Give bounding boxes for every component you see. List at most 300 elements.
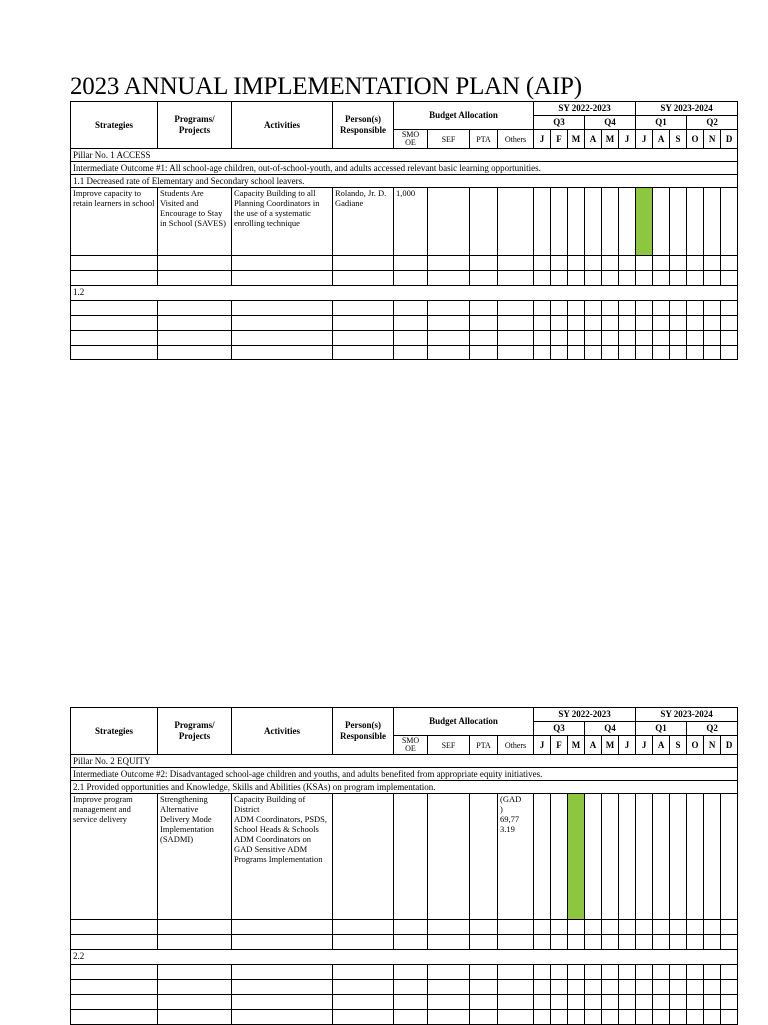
person-cell: [333, 794, 394, 920]
empty-cell: [470, 935, 498, 950]
empty-cell: [470, 331, 498, 346]
empty-cell: [721, 256, 738, 271]
empty-cell: [602, 935, 619, 950]
header-quarter: Q2: [687, 722, 738, 736]
header-quarter: Q3: [534, 722, 585, 736]
month-cell: [619, 794, 636, 920]
empty-cell: [71, 935, 158, 950]
blank-row: [71, 346, 738, 360]
empty-cell: [619, 346, 636, 360]
blank-row: [71, 1010, 738, 1025]
header-month: A: [585, 130, 602, 149]
empty-cell: [568, 965, 585, 980]
month-cell: [551, 188, 568, 256]
empty-cell: [687, 271, 704, 286]
empty-cell: [551, 935, 568, 950]
blank-row: [71, 301, 738, 316]
empty-cell: [232, 995, 333, 1010]
header-sy-2023-2024: SY 2023-2024: [636, 708, 738, 722]
empty-cell: [428, 980, 470, 995]
empty-cell: [670, 271, 687, 286]
month-cell: [551, 794, 568, 920]
sef-cell: [428, 188, 470, 256]
empty-cell: [619, 935, 636, 950]
empty-cell: [158, 1010, 232, 1025]
empty-cell: [653, 256, 670, 271]
empty-cell: [428, 346, 470, 360]
empty-cell: [585, 980, 602, 995]
header-month: S: [670, 130, 687, 149]
empty-cell: [158, 301, 232, 316]
month-cell-scheduled: [568, 794, 585, 920]
header-month: D: [721, 130, 738, 149]
header-month: J: [636, 736, 653, 755]
empty-cell: [619, 271, 636, 286]
empty-cell: [670, 346, 687, 360]
empty-cell: [71, 1010, 158, 1025]
empty-cell: [551, 331, 568, 346]
empty-cell: [158, 256, 232, 271]
empty-cell: [534, 935, 551, 950]
header-quarter: Q3: [534, 116, 585, 130]
empty-cell: [71, 980, 158, 995]
empty-cell: [551, 316, 568, 331]
header-month: A: [653, 736, 670, 755]
empty-cell: [428, 995, 470, 1010]
header-month: N: [704, 736, 721, 755]
sef-cell: [428, 794, 470, 920]
header-month: O: [687, 736, 704, 755]
empty-cell: [653, 301, 670, 316]
empty-cell: [585, 271, 602, 286]
empty-cell: [71, 331, 158, 346]
empty-cell: [687, 301, 704, 316]
objective-row: 1.2: [71, 286, 738, 301]
empty-cell: [498, 935, 534, 950]
header-month: J: [636, 130, 653, 149]
header-programs: Programs/ Projects: [158, 708, 232, 755]
empty-cell: [394, 980, 428, 995]
header-month: O: [687, 130, 704, 149]
empty-cell: [158, 980, 232, 995]
empty-cell: [568, 316, 585, 331]
empty-cell: [585, 935, 602, 950]
month-cell-scheduled: [636, 188, 653, 256]
empty-cell: [636, 256, 653, 271]
empty-cell: [470, 256, 498, 271]
blank-row: [71, 965, 738, 980]
empty-cell: [394, 935, 428, 950]
header-budget-sef: SEF: [428, 130, 470, 149]
header-month: M: [602, 130, 619, 149]
empty-cell: [71, 346, 158, 360]
empty-cell: [619, 316, 636, 331]
empty-cell: [602, 965, 619, 980]
empty-cell: [470, 980, 498, 995]
pta-cell: [470, 794, 498, 920]
empty-cell: [704, 995, 721, 1010]
blank-row: [71, 256, 738, 271]
activity-cell: Capacity Building to all Planning Coordinators in the use of a systematic enrolling technique: [232, 188, 333, 256]
empty-cell: [721, 980, 738, 995]
empty-cell: [498, 346, 534, 360]
empty-cell: [534, 316, 551, 331]
month-cell: [619, 188, 636, 256]
header-sy-2022-2023: SY 2022-2023: [534, 708, 636, 722]
empty-cell: [704, 331, 721, 346]
empty-cell: [568, 331, 585, 346]
blank-row: [71, 920, 738, 935]
empty-cell: [602, 316, 619, 331]
empty-cell: [428, 301, 470, 316]
empty-cell: [534, 965, 551, 980]
empty-cell: [551, 256, 568, 271]
program-cell: Students Are Visited and Encourage to Stay in School (SAVES): [158, 188, 232, 256]
header-sy-2023-2024: SY 2023-2024: [636, 102, 738, 116]
empty-cell: [428, 256, 470, 271]
empty-cell: [619, 965, 636, 980]
empty-cell: [636, 301, 653, 316]
empty-cell: [551, 301, 568, 316]
empty-cell: [498, 316, 534, 331]
empty-cell: [687, 980, 704, 995]
empty-cell: [551, 920, 568, 935]
empty-cell: [534, 995, 551, 1010]
empty-cell: [687, 331, 704, 346]
empty-cell: [653, 920, 670, 935]
header-month: M: [602, 736, 619, 755]
empty-cell: [721, 965, 738, 980]
empty-cell: [568, 346, 585, 360]
month-cell: [704, 794, 721, 920]
blank-row: [71, 331, 738, 346]
header-month: J: [534, 736, 551, 755]
header-persons: Person(s) Responsible: [333, 708, 394, 755]
empty-cell: [534, 301, 551, 316]
empty-cell: [158, 935, 232, 950]
empty-cell: [687, 1010, 704, 1025]
empty-cell: [602, 346, 619, 360]
empty-cell: [602, 1010, 619, 1025]
others-cell: [498, 188, 534, 256]
empty-cell: [721, 346, 738, 360]
header-month: F: [551, 130, 568, 149]
empty-cell: [619, 331, 636, 346]
header-budget-smooe: SMO OE: [394, 736, 428, 755]
empty-cell: [551, 965, 568, 980]
empty-cell: [585, 256, 602, 271]
empty-cell: [498, 920, 534, 935]
empty-cell: [428, 316, 470, 331]
month-cell: [721, 188, 738, 256]
empty-cell: [551, 346, 568, 360]
month-cell: [653, 794, 670, 920]
empty-cell: [670, 995, 687, 1010]
empty-cell: [534, 1010, 551, 1025]
empty-cell: [470, 271, 498, 286]
empty-cell: [653, 331, 670, 346]
month-cell: [687, 188, 704, 256]
empty-cell: [568, 935, 585, 950]
header-budget-sef: SEF: [428, 736, 470, 755]
empty-cell: [534, 331, 551, 346]
empty-cell: [619, 301, 636, 316]
empty-cell: [568, 256, 585, 271]
header-month: M: [568, 736, 585, 755]
empty-cell: [232, 316, 333, 331]
empty-cell: [670, 301, 687, 316]
empty-cell: [585, 316, 602, 331]
empty-cell: [394, 331, 428, 346]
empty-cell: [470, 301, 498, 316]
header-programs: Programs/ Projects: [158, 102, 232, 149]
header-budget-pta: PTA: [470, 130, 498, 149]
month-cell: [704, 188, 721, 256]
empty-cell: [619, 995, 636, 1010]
month-cell: [568, 188, 585, 256]
empty-cell: [653, 980, 670, 995]
header-month: M: [568, 130, 585, 149]
empty-cell: [670, 965, 687, 980]
header-budget: Budget Allocation: [394, 708, 534, 736]
blank-row: [71, 995, 738, 1010]
empty-cell: [428, 920, 470, 935]
empty-cell: [704, 301, 721, 316]
empty-cell: [721, 1010, 738, 1025]
person-cell: Rolando, Jr. D. Gadiane: [333, 188, 394, 256]
empty-cell: [619, 980, 636, 995]
empty-cell: [158, 346, 232, 360]
header-month: J: [534, 130, 551, 149]
empty-cell: [333, 980, 394, 995]
empty-cell: [232, 331, 333, 346]
empty-cell: [428, 935, 470, 950]
month-cell: [636, 794, 653, 920]
empty-cell: [534, 980, 551, 995]
empty-cell: [71, 256, 158, 271]
empty-cell: [534, 920, 551, 935]
empty-cell: [721, 935, 738, 950]
empty-cell: [551, 995, 568, 1010]
empty-cell: [619, 920, 636, 935]
empty-cell: [653, 271, 670, 286]
empty-cell: [670, 980, 687, 995]
objective-row: 2.1 Provided opportunities and Knowledge, Skills and Abilities (KSAs) on program implementation.: [71, 781, 738, 794]
empty-cell: [498, 271, 534, 286]
empty-cell: [585, 920, 602, 935]
empty-cell: [394, 301, 428, 316]
empty-cell: [333, 346, 394, 360]
header-month: J: [619, 736, 636, 755]
empty-cell: [670, 1010, 687, 1025]
empty-cell: [687, 935, 704, 950]
empty-cell: [721, 301, 738, 316]
empty-cell: [602, 331, 619, 346]
header-quarter: Q1: [636, 116, 687, 130]
empty-cell: [470, 965, 498, 980]
empty-cell: [71, 995, 158, 1010]
activity-cell: Capacity Building of District ADM Coordinators, PSDS, School Heads & Schools ADM Coordinators on GAD Sensitive ADM Programs Implementation: [232, 794, 333, 920]
aip-table-equity: [70, 707, 738, 1025]
header-activities: Activities: [232, 102, 333, 149]
empty-cell: [687, 316, 704, 331]
empty-cell: [653, 316, 670, 331]
month-cell: [585, 794, 602, 920]
empty-cell: [653, 346, 670, 360]
empty-cell: [158, 316, 232, 331]
empty-cell: [568, 301, 585, 316]
header-sy-2022-2023: SY 2022-2023: [534, 102, 636, 116]
empty-cell: [704, 271, 721, 286]
empty-cell: [333, 271, 394, 286]
month-cell: [534, 188, 551, 256]
empty-cell: [721, 271, 738, 286]
empty-cell: [232, 256, 333, 271]
blank-row: [71, 316, 738, 331]
header-strategies: Strategies: [71, 102, 158, 149]
empty-cell: [232, 271, 333, 286]
month-cell: [602, 188, 619, 256]
header-quarter: Q4: [585, 116, 636, 130]
empty-cell: [687, 995, 704, 1010]
empty-cell: [498, 301, 534, 316]
empty-cell: [158, 965, 232, 980]
empty-cell: [568, 980, 585, 995]
empty-cell: [333, 965, 394, 980]
strategy-cell: Improve program management and service delivery: [71, 794, 158, 920]
empty-cell: [602, 995, 619, 1010]
empty-cell: [636, 980, 653, 995]
empty-cell: [470, 995, 498, 1010]
empty-cell: [71, 920, 158, 935]
empty-cell: [704, 980, 721, 995]
empty-cell: [721, 920, 738, 935]
empty-cell: [333, 920, 394, 935]
month-cell: [585, 188, 602, 256]
empty-cell: [636, 935, 653, 950]
empty-cell: [333, 331, 394, 346]
header-budget-others: Others: [498, 130, 534, 149]
empty-cell: [71, 965, 158, 980]
blank-row: [71, 980, 738, 995]
empty-cell: [333, 1010, 394, 1025]
month-cell: [653, 188, 670, 256]
aip-table-access: [70, 101, 738, 360]
header-budget-pta: PTA: [470, 736, 498, 755]
empty-cell: [670, 256, 687, 271]
empty-cell: [71, 271, 158, 286]
empty-cell: [232, 346, 333, 360]
empty-cell: [498, 331, 534, 346]
header-quarter: Q2: [687, 116, 738, 130]
empty-cell: [687, 256, 704, 271]
empty-cell: [585, 346, 602, 360]
empty-cell: [71, 301, 158, 316]
empty-cell: [636, 995, 653, 1010]
empty-cell: [470, 316, 498, 331]
empty-cell: [158, 271, 232, 286]
page-title: 2023 ANNUAL IMPLEMENTATION PLAN (AIP): [70, 73, 582, 100]
empty-cell: [394, 965, 428, 980]
empty-cell: [232, 980, 333, 995]
header-budget: Budget Allocation: [394, 102, 534, 130]
objective-row: 1.1 Decreased rate of Elementary and Secondary school leavers.: [71, 175, 738, 188]
empty-cell: [498, 965, 534, 980]
header-budget-others: Others: [498, 736, 534, 755]
month-cell: [602, 794, 619, 920]
empty-cell: [704, 346, 721, 360]
empty-cell: [470, 1010, 498, 1025]
empty-cell: [428, 331, 470, 346]
empty-cell: [333, 995, 394, 1010]
empty-cell: [232, 301, 333, 316]
empty-cell: [602, 301, 619, 316]
empty-cell: [636, 316, 653, 331]
empty-cell: [585, 331, 602, 346]
empty-cell: [498, 995, 534, 1010]
empty-cell: [704, 920, 721, 935]
empty-cell: [568, 271, 585, 286]
empty-cell: [721, 316, 738, 331]
empty-cell: [636, 346, 653, 360]
empty-cell: [534, 271, 551, 286]
empty-cell: [670, 331, 687, 346]
objective-row: 2.2: [71, 950, 738, 965]
empty-cell: [704, 935, 721, 950]
empty-cell: [636, 1010, 653, 1025]
empty-cell: [636, 920, 653, 935]
header-month: S: [670, 736, 687, 755]
empty-cell: [568, 920, 585, 935]
empty-cell: [551, 980, 568, 995]
smooe-cell: 1,000: [394, 188, 428, 256]
empty-cell: [333, 316, 394, 331]
empty-cell: [687, 920, 704, 935]
empty-cell: [333, 935, 394, 950]
empty-cell: [71, 316, 158, 331]
empty-cell: [585, 301, 602, 316]
empty-cell: [636, 271, 653, 286]
empty-cell: [428, 965, 470, 980]
empty-cell: [636, 331, 653, 346]
empty-cell: [670, 920, 687, 935]
empty-cell: [636, 965, 653, 980]
empty-cell: [619, 256, 636, 271]
empty-cell: [394, 920, 428, 935]
empty-cell: [653, 1010, 670, 1025]
empty-cell: [498, 256, 534, 271]
empty-cell: [721, 995, 738, 1010]
others-cell: (GAD ) 69,77 3.19: [498, 794, 534, 920]
empty-cell: [721, 331, 738, 346]
empty-cell: [333, 256, 394, 271]
intermediate-outcome: Intermediate Outcome #1: All school-age children, out-of-school-youth, and adults accessed relevant basic learning opportunities.: [71, 162, 738, 175]
month-cell: [670, 188, 687, 256]
blank-row: [71, 935, 738, 950]
empty-cell: [585, 965, 602, 980]
empty-cell: [670, 316, 687, 331]
header-budget-smooe: SMO OE: [394, 130, 428, 149]
empty-cell: [653, 995, 670, 1010]
empty-cell: [670, 935, 687, 950]
blank-row: [71, 271, 738, 286]
empty-cell: [687, 346, 704, 360]
empty-cell: [394, 256, 428, 271]
empty-cell: [470, 920, 498, 935]
empty-cell: [158, 995, 232, 1010]
empty-cell: [333, 301, 394, 316]
empty-cell: [704, 256, 721, 271]
